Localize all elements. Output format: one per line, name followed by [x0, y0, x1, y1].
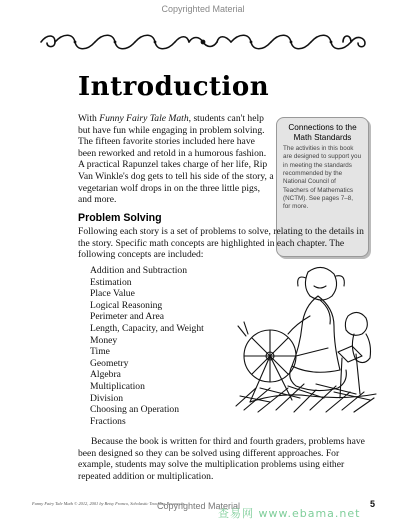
list-item: Place Value [90, 288, 135, 300]
list-item: Addition and Subtraction [90, 265, 187, 276]
intro-paragraph: With Funny Fairy Tale Math, students can't help but have fun while engaging in problem solving. The fifteen favorite stories included here have been reworked and retold in a humorous fashion. A practical Rapunzel takes charge of her life, Rip Van Winkle's dog gets to tell his side of the story, a vegetarian wolf drops in on the three little pigs, and more. [78, 113, 274, 206]
decorative-scroll-border [37, 33, 370, 51]
footer-credit: Funny Fairy Tale Math © 2012, 2001 by Betsy Franco, Scholastic Teaching Resources [32, 501, 185, 506]
list-item: Division [90, 392, 124, 404]
list-item: Algebra [90, 369, 121, 381]
book-title: Funny Fairy Tale Math [99, 113, 189, 124]
closing-paragraph: Because the book is written for third and fourth graders, problems have been designed so they can be solved using different approaches. For example, students may solve the multiplication problems using either repeated addition or multiplication. [78, 436, 365, 482]
page-number: 5 [370, 499, 376, 509]
sidebar-body: The activities in this book are designed to support you in meeting the standards recommended by the National Council of Teachers of Mathematics (NCTM). See pages 7–8, for more. [283, 145, 362, 211]
list-item: Geometry [90, 357, 129, 369]
sidebar-title: Connections to the Math Standards [288, 123, 357, 142]
section-heading: Problem Solving [78, 212, 162, 224]
list-item: Perimeter and Area [90, 311, 165, 323]
concept-list [90, 265, 204, 427]
copyright-watermark-bottom: Copyrighted Material [157, 501, 241, 511]
list-item: Logical Reasoning [90, 299, 163, 311]
list-item: Estimation [90, 276, 132, 288]
list-item: Time [90, 346, 110, 358]
list-item: Money [90, 334, 118, 346]
spinning-wheel-illustration [230, 256, 380, 416]
site-watermark: 查易网 www.ebama.net [218, 507, 361, 520]
copyright-watermark-top: Copyrighted Material [161, 4, 245, 14]
list-item: Choosing an Operation [90, 404, 179, 416]
list-item: Length, Capacity, and Weight [90, 322, 204, 334]
list-item: Multiplication [90, 380, 145, 392]
page-title: Introduction [78, 72, 270, 102]
section-paragraph: Following each story is a set of problems to solve, relating to the details in the story. Specific math concepts are highlighted in each chapter. The following concepts are included: [78, 226, 364, 261]
list-item: Fractions [90, 415, 126, 427]
